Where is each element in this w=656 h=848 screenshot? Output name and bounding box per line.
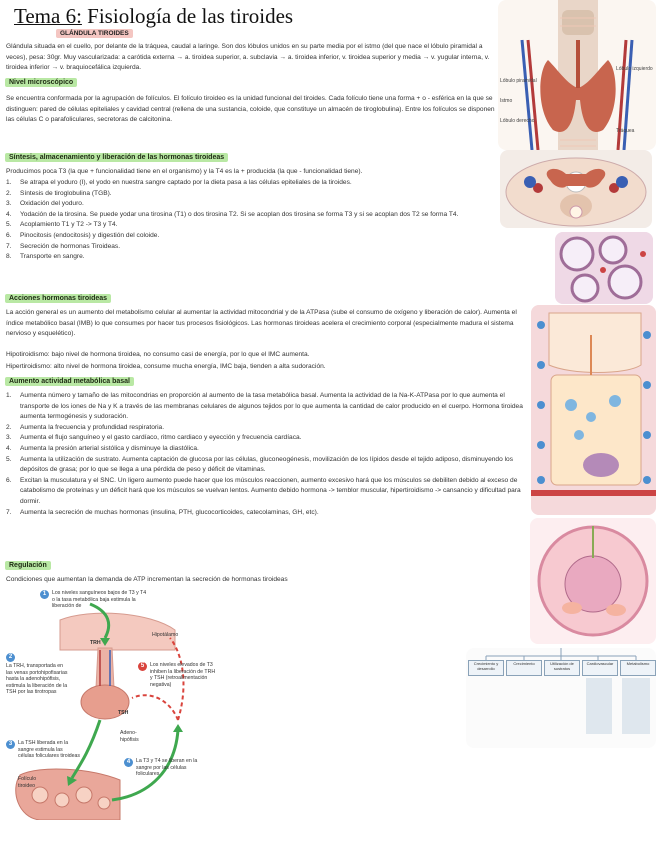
hipotiroidismo-text: Hipotiroidismo: bajo nivel de hormona tiroidea, no consumo casi de energía, por lo que el IMC aumenta.: [6, 351, 310, 358]
list-item: 8. Transporte en sangre.: [6, 253, 85, 261]
section-heading-acciones: Acciones hormonas tiroideas: [5, 294, 111, 303]
anat-label: Lóbulo izquierdo: [616, 66, 653, 72]
effects-flow-figure: [466, 648, 656, 748]
list-item: 4. Yodación de la tirosina. Se puede yodar una tirosina (T1) o dos tirosina T2. Si se acoplan dos tirosina se forma T3 y si se acoplan dos T2 se forma T4.: [6, 210, 459, 218]
anat-label: Lóbulo piramidal: [500, 78, 537, 84]
cell-action-illustration: [530, 518, 656, 644]
section-heading-sintesis: Síntesis, almacenamiento y liberación de las hormonas tiroideas: [5, 153, 228, 162]
hipotalamo-label: Hipotálamo: [152, 632, 179, 638]
step-3-text: La TSH liberada en la sangre estimula las células foliculares tiroideas: [18, 740, 80, 760]
follicles-figure: [555, 232, 653, 304]
list-item: 6. Excitan la musculatura y el SNC. Un ligero aumento puede hacer que los músculos reaccionen, aumento excesivo hará que los músculos se debiliten debido al exceso de catabolismo de proteínas y un déficit hará que los músculos se vuelvan lentos. Aumento debido hormona -> temblor muscular, hipertiroidismo -> cansancio y dificultad para dormir.: [6, 476, 521, 505]
section-heading-metabolica: Aumento actividad metabólica basal: [5, 377, 134, 386]
step-5-text: Los niveles elevados de T3 inhiben la liberación de TRH y TSH (retroalimentación negativa): [150, 662, 216, 688]
flow-box: Utilización de sustratos: [544, 660, 580, 676]
tsh-label: TSH: [118, 710, 129, 716]
synthesis-cell-illustration: [531, 305, 656, 515]
intro-text: Glándula situada en el cuello, por delante de la tráquea, caudal a laringe. Son dos lóbulos unidos en su parte media por el istmo (del que nace el lóbulo piramidal a veces), pesa: 30gr. Muy vascularizada: a carótida externa → a. tiroidea superior, a. subclavia → a. tiroidea inferior, v. tiroidea superior y media → v. yugular interna, v. tiroidea inferior → v. braquiocefálica izquierda.: [6, 43, 490, 72]
flow-box: Crecimiento y desarrollo: [468, 660, 504, 676]
subtitle-badge: GLÁNDULA TIROIDES: [56, 29, 133, 38]
step-5-marker: 5: [138, 662, 147, 671]
list-item: 2. Aumenta la frecuencia y profundidad respiratoria.: [6, 423, 165, 431]
section-heading-microscopico: Nivel microscópico: [5, 78, 77, 87]
step-1-text: Los niveles sanguíneos bajos de T3 y T4 o la tasa metabólica baja estimula la liberación de: [52, 590, 147, 610]
adenohipofisis-label: Adeno-hipófisis: [120, 730, 139, 743]
step-3-marker: 3: [6, 740, 15, 749]
hipertiroidismo-text: Hipertiroidismo: alto nivel de hormona tiroidea, consume mucha energía, IMC baja, tienden a alta sudoración.: [6, 363, 326, 370]
thyroid-anatomy-figure: [498, 0, 656, 150]
trh-label: TRH: [90, 640, 101, 646]
page-title: Tema 6: Fisiología de las tiroides: [14, 4, 294, 28]
acciones-text: La acción general es un aumento del metabolismo celular al aumentar la actividad mitocondrial y de la ATPasa (sube el consumo de oxígeno y liberación de calor). Aumenta el índice metabólico basal (IMB) lo que consumes por hacer tus procesos fisiológicos. Las hormonas tiroideas acelera el crecimiento corporal (especialmente madura el sistema nervioso y esquelético).: [6, 309, 517, 338]
cell-action-figure: [530, 518, 656, 644]
anat-label: Tráquea: [616, 128, 635, 134]
list-item: 4. Aumenta la presión arterial sistólica y disminuye la diastólica.: [6, 444, 199, 452]
list-item: 2. Síntesis de tiroglobulina (TGB).: [6, 189, 112, 197]
list-item: 5. Aumenta la utilización de sustrato. Aumenta captación de glucosa por las células, gluconeogénesis, movilización de los lípidos desde el tejido adiposo, disminuyendo los depósitos de grasa; por lo que se llega a una pérdida de peso y déficit de vitaminas.: [6, 455, 513, 474]
anat-label: Lóbulo derecho: [500, 118, 535, 124]
step-2-text: La TRH, transportada en las venas portohipofisarias hasta la adenohipófisis, estimula la liberación de la TSH por las tirotropas: [6, 663, 68, 696]
synthesis-cell-figure: [531, 305, 656, 515]
foliculo-label: Folículo tiroideo: [18, 776, 37, 789]
step-4-marker: 4: [124, 758, 133, 767]
list-item: 1. Se atrapa el yoduro (I), el yodo en nuestra sangre captado por la dieta pasa a las células epiteliales de la tiroides.: [6, 179, 352, 186]
flow-box: Metabolismo: [620, 660, 656, 676]
list-item: 5. Acoplamiento T1 y T2 -> T3 y T4.: [6, 221, 118, 229]
metabolica-list: [6, 391, 526, 518]
anat-label: Istmo: [500, 98, 513, 104]
flow-box: Crecimiento: [506, 660, 542, 676]
regulacion-text: Condiciones que aumentan la demanda de ATP incrementan la secreción de hormonas tiroideas: [6, 576, 288, 583]
microscopico-text: Se encuentra conformada por la agrupación de folículos. El folículo tiroideo es la unidad funcional del tiroides. Cada folículo tiene una forma + o - esférica en la que se distinguen: pared de células epiteliales y cavidad central (rellena de una sustancia, coloide, que constituye un almacén de tiroglobulina). Entre los folículos se disponen las células C o parafoliculares, secretoras de calcitonina.: [6, 95, 495, 124]
list-item: 6. Pinocitosis (endocitosis) y digestión del coloide.: [6, 231, 160, 239]
step-2-marker: 2: [6, 653, 15, 662]
list-item: 7. Secreción de hormonas Tiroideas.: [6, 242, 121, 250]
follicles-illustration: [555, 232, 653, 304]
list-item: 1. Aumenta número y tamaño de las mitocondrias en proporción al aumento de la tasa metabólica basal. Aumenta la actividad de la Na-K-ATPasa por lo que aumenta el transporte de los iones de Na y K a través de las membranas celulares de algunos tejidos por lo que aumenta la cantidad de calor producido en el cuerpo. Hormona tiroidea aumenta termogénesis y sudoración.: [6, 392, 523, 421]
section-heading-regulacion: Regulación: [5, 561, 51, 570]
step-4-text: La T3 y T4 se liberan en la sangre por las células foliculares: [136, 758, 198, 778]
regulation-diagram: [0, 590, 225, 820]
flow-box: Cardiovascular: [582, 660, 618, 676]
neck-cross-section-figure: [500, 150, 652, 228]
list-item: 7. Aumenta la secreción de muchas hormonas (insulina, PTH, glucocorticoides, catecolaminas, GH, etc).: [6, 508, 319, 516]
list-item: 3. Aumenta el flujo sanguíneo y el gasto cardíaco, ritmo cardiaco y eyección y frecuencia cardíaca.: [6, 434, 302, 442]
neck-cross-section-illustration: [500, 150, 652, 228]
sintesis-intro: Producimos poca T3 (la que + funcionalidad tiene en el organismo) y la T4 es la + producida (la que - funcionalidad tiene).: [6, 168, 363, 175]
list-item: 3. Oxidación del yoduro.: [6, 200, 84, 208]
step-1-marker: 1: [40, 590, 49, 599]
